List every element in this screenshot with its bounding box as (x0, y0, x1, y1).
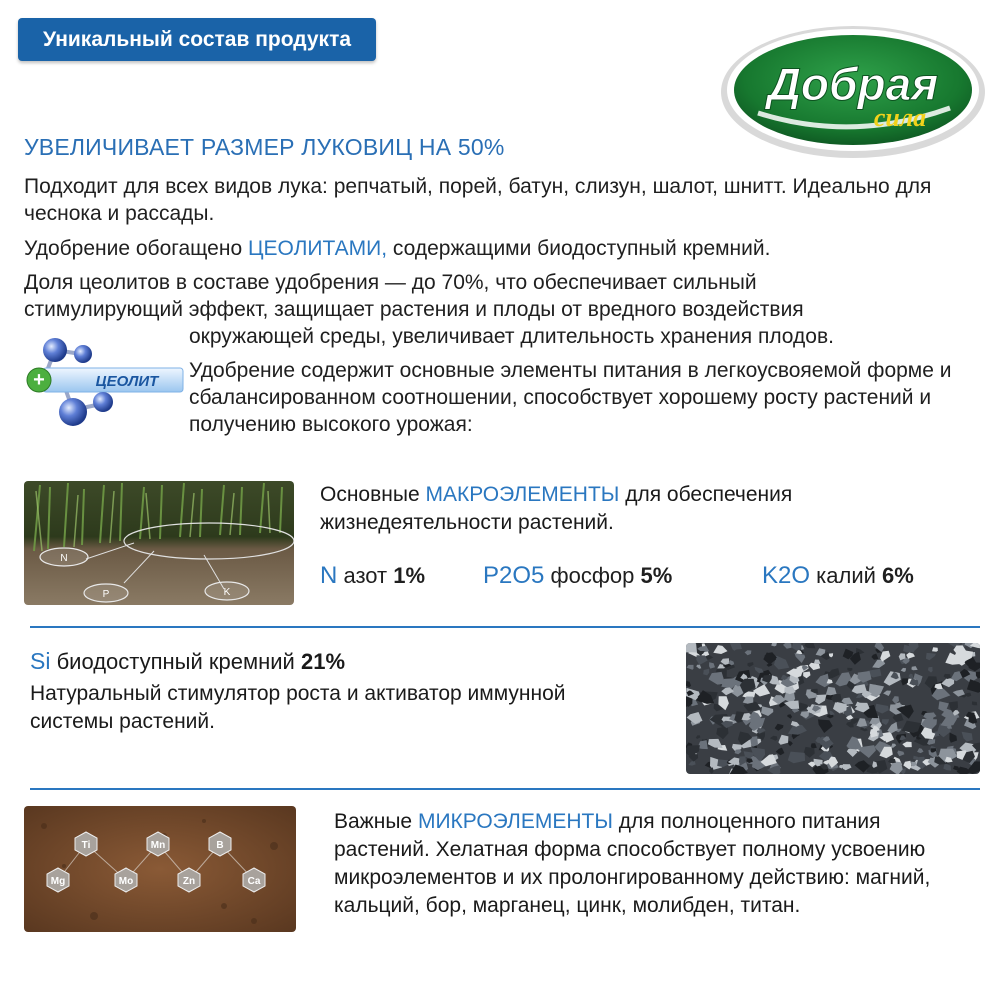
nutrient-p-value: 5% (640, 563, 673, 588)
silicon-line (30, 648, 345, 675)
photo-label-p: P (102, 589, 110, 600)
silicon-symbol: Si (30, 648, 51, 674)
para3-line1: Доля цеолитов в составе удобрения — до 70%, что обеспечивает сильный (24, 271, 757, 294)
para2-post: содержащими биодоступный кремний. (387, 237, 771, 260)
logo-word-dobraya: Добрая (767, 58, 939, 110)
svg-text:+: + (33, 369, 45, 391)
paragraph-zeolites (24, 235, 984, 262)
brand-logo (718, 18, 988, 162)
nutrient-p (483, 562, 672, 590)
nutrient-n (320, 562, 425, 590)
nutrient-k-value: 6% (882, 563, 914, 588)
zeolite-stones-photo (686, 643, 980, 774)
paragraph-nutrition: Удобрение содержит основные элементы питания в легкоусвояемой форме и сбалансированном соотношении, способствует хорошему росту растений и получению высокого урожая: (189, 359, 952, 436)
onion-field-photo (24, 481, 294, 605)
soil-photo (24, 806, 296, 932)
svg-text:Ti: Ti (81, 840, 91, 851)
micro-pre: Важные (334, 810, 418, 833)
nutrient-k-name: калий (816, 563, 876, 588)
silicon-value: 21% (300, 649, 346, 674)
paragraph-onion-types: Подходит для всех видов лука: репчатый, порей, батун, слизун, шалот, шнитт. Идеально для чеснока и рассады. (24, 175, 932, 225)
nutrient-p-name: фосфор (550, 563, 635, 588)
micro-post: для полноценного питания растений. Хелатная форма способствует полному усвоению микроэлементов и их пролонгированному действию: магний, кальций, бор, марганец, цинк, молибден, титан. (334, 810, 931, 917)
section-badge: Уникальный состав продукта (18, 18, 376, 61)
macro-post: для обеспечения жизнедеятельности растений. (320, 483, 793, 534)
photo-label-k: K (223, 587, 231, 598)
stone-fragment (686, 643, 697, 653)
nutrient-k (762, 562, 914, 590)
para3-line3: окружающей среды, увеличивает длительность хранения плодов. (189, 325, 834, 348)
nutrient-p-symbol: P2O5 (483, 562, 545, 589)
svg-text:B: B (216, 840, 224, 851)
svg-text:Zn: Zn (182, 876, 196, 887)
macro-pre: Основные (320, 483, 426, 506)
divider-1 (30, 626, 980, 628)
paragraph-zeolite-share (24, 269, 984, 323)
silicon-name: биодоступный кремний (56, 649, 295, 674)
zeolite-label: ЦЕОЛИТ (95, 373, 159, 390)
micro-highlight: МИКРОЭЛЕМЕНТЫ (417, 810, 613, 833)
logo-word-sila: сила (873, 103, 927, 132)
nutrient-n-symbol: N (320, 562, 338, 589)
svg-text:Mg: Mg (50, 876, 66, 887)
para2-highlight: ЦЕОЛИТАМИ, (247, 237, 388, 260)
photo-label-n: N (60, 553, 68, 564)
para3-line2: стимулирующий эффект, защищает растения и плоды от вредного воздействия (24, 298, 804, 321)
nutrient-n-name: азот (343, 563, 388, 588)
micro-description (334, 808, 974, 920)
svg-text:Ca: Ca (247, 876, 261, 887)
stone-fragment (972, 701, 977, 705)
svg-text:Mo: Mo (118, 876, 134, 887)
macro-description (320, 481, 940, 537)
nutrient-k-symbol: K2O (762, 562, 811, 589)
svg-text:Mn: Mn (150, 840, 166, 851)
macro-highlight: МАКРОЭЛЕМЕНТЫ (425, 483, 620, 506)
headline: УВЕЛИЧИВАЕТ РАЗМЕР ЛУКОВИЦ НА 50% (24, 134, 505, 160)
para2-pre: Удобрение обогащено (24, 237, 248, 260)
zeolite-badge (25, 330, 185, 430)
divider-2 (30, 788, 980, 790)
silicon-description: Натуральный стимулятор роста и активатор иммунной системы растений. (30, 682, 566, 733)
nutrient-n-value: 1% (393, 563, 426, 588)
